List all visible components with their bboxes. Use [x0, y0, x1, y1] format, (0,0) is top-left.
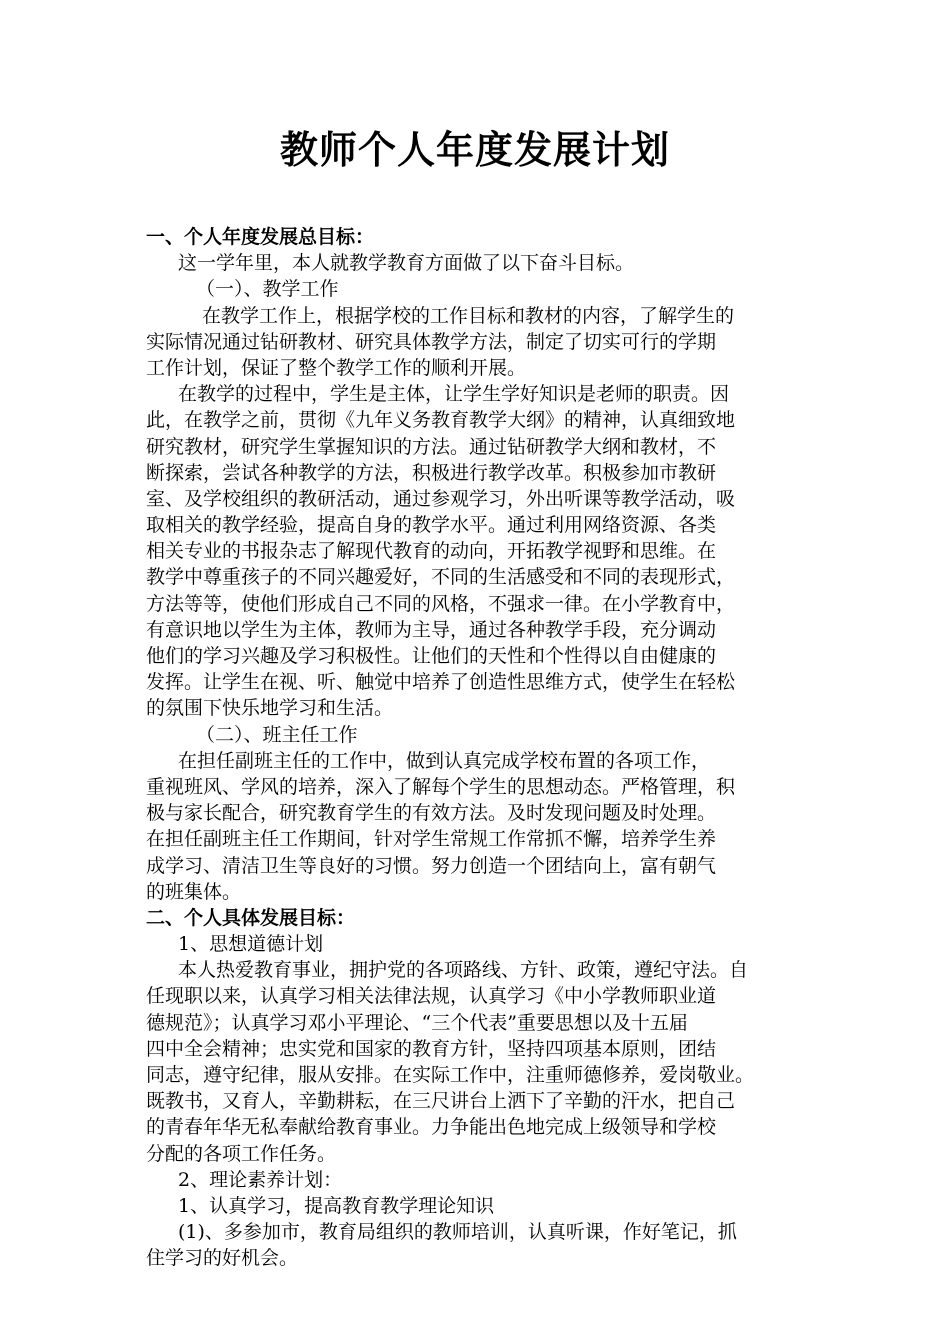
document-body	[146, 224, 808, 1272]
body-line: （二）、班主任工作	[196, 723, 358, 746]
body-line: 这一学年里，本人就教学教育方面做了以下奋斗目标。	[178, 252, 635, 275]
body-line: 研究教材，研究学生掌握知识的方法。通过钻研教学大纲和教材，不	[146, 435, 717, 458]
body-line: 分配的各项工作任务。	[146, 1142, 337, 1165]
document-title: 教师个人年度发展计划	[279, 128, 670, 172]
body-line: 在担任副班主任的工作中，做到认真完成学校布置的各项工作，	[178, 749, 711, 772]
body-line: 在教学工作上，根据学校的工作目标和教材的内容，了解学生的	[202, 304, 735, 327]
body-line: （一）、教学工作	[196, 278, 339, 301]
body-line: 任现职以来，认真学习相关法律法规，认真学习《中小学教师职业道	[146, 985, 717, 1008]
body-line: 同志，遵守纪律，服从安排。在实际工作中，注重师德修养，爱岗敬业。	[146, 1064, 755, 1086]
body-line: 在担任副班主任工作期间，针对学生常规工作常抓不懈，培养学生养	[146, 828, 717, 851]
body-line: 重视班风、学风的培养，深入了解每个学生的思想动态。严格管理，积	[146, 775, 736, 798]
body-line: 取相关的教学经验，提高自身的教学水平。通过利用网络资源、各类	[146, 514, 717, 537]
body-line: 的青春年华无私奉献给教育事业。力争能出色地完成上级领导和学校	[146, 1116, 717, 1139]
body-line: 的氛围下快乐地学习和生活。	[146, 697, 394, 720]
body-line: 的班集体。	[146, 880, 242, 903]
body-line: 有意识地以学生为主体，教师为主导，通过各种教学手段，充分调动	[146, 618, 717, 641]
body-line: 住学习的好机会。	[146, 1247, 299, 1270]
section-heading: 二、个人具体发展目标：	[146, 906, 356, 929]
body-line: (1)、多参加市，教育局组织的教师培训，认真听课，作好笔记，抓	[178, 1221, 737, 1244]
body-line: 1、认真学习，提高教育教学理论知识	[178, 1194, 495, 1217]
body-line: 此，在教学之前，贯彻《九年义务教育教学大纲》的精神，认真细致地	[146, 409, 736, 432]
body-line: 极与家长配合，研究教育学生的有效方法。及时发现问题及时处理。	[146, 802, 717, 825]
body-line: 发挥。让学生在视、听、触觉中培养了创造性思维方式，使学生在轻松	[146, 671, 736, 694]
body-line: 1、思想道德计划	[178, 933, 324, 956]
body-line: 既教书，又育人，辛勤耕耘，在三尺讲台上洒下了辛勤的汗水，把自己	[146, 1090, 736, 1113]
body-line: 实际情况通过钻研教材、研究具体教学方法，制定了切实可行的学期	[146, 330, 717, 353]
body-line: 成学习、清洁卫生等良好的习惯。努力创造一个团结向上，富有朝气	[146, 854, 717, 877]
body-line: 方法等等，使他们形成自己不同的风格，不强求一律。在小学教育中，	[146, 592, 736, 615]
body-line: 教学中尊重孩子的不同兴趣爱好，不同的生活感受和不同的表现形式，	[146, 566, 736, 589]
body-line: 工作计划，保证了整个教学工作的顺利开展。	[146, 356, 527, 379]
body-line: 四中全会精神；忠实党和国家的教育方针，坚持四项基本原则，团结	[146, 1037, 717, 1060]
body-line: 他们的学习兴趣及学习积极性。让他们的天性和个性得以自由健康的	[146, 645, 717, 667]
body-line: 2、理论素养计划：	[178, 1168, 343, 1191]
body-line: 本人热爱教育事业，拥护党的各项路线、方针、政策，遵纪守法。自	[178, 959, 749, 982]
body-line: 相关专业的书报杂志了解现代教育的动向，开拓教学视野和思维。在	[146, 540, 717, 563]
body-line: 在教学的过程中，学生是主体，让学生学好知识是老师的职责。因	[178, 383, 730, 406]
body-line: 断探索，尝试各种教学的方法，积极进行教学改革。积极参加市教研	[146, 461, 717, 484]
body-line: 室、及学校组织的教研活动，通过参观学习，外出听课等教学活动，吸	[146, 487, 736, 510]
body-line: 德规范》；认真学习邓小平理论、“三个代表”重要思想以及十五届	[146, 1011, 688, 1034]
section-heading: 一、个人年度发展总目标：	[146, 226, 375, 248]
